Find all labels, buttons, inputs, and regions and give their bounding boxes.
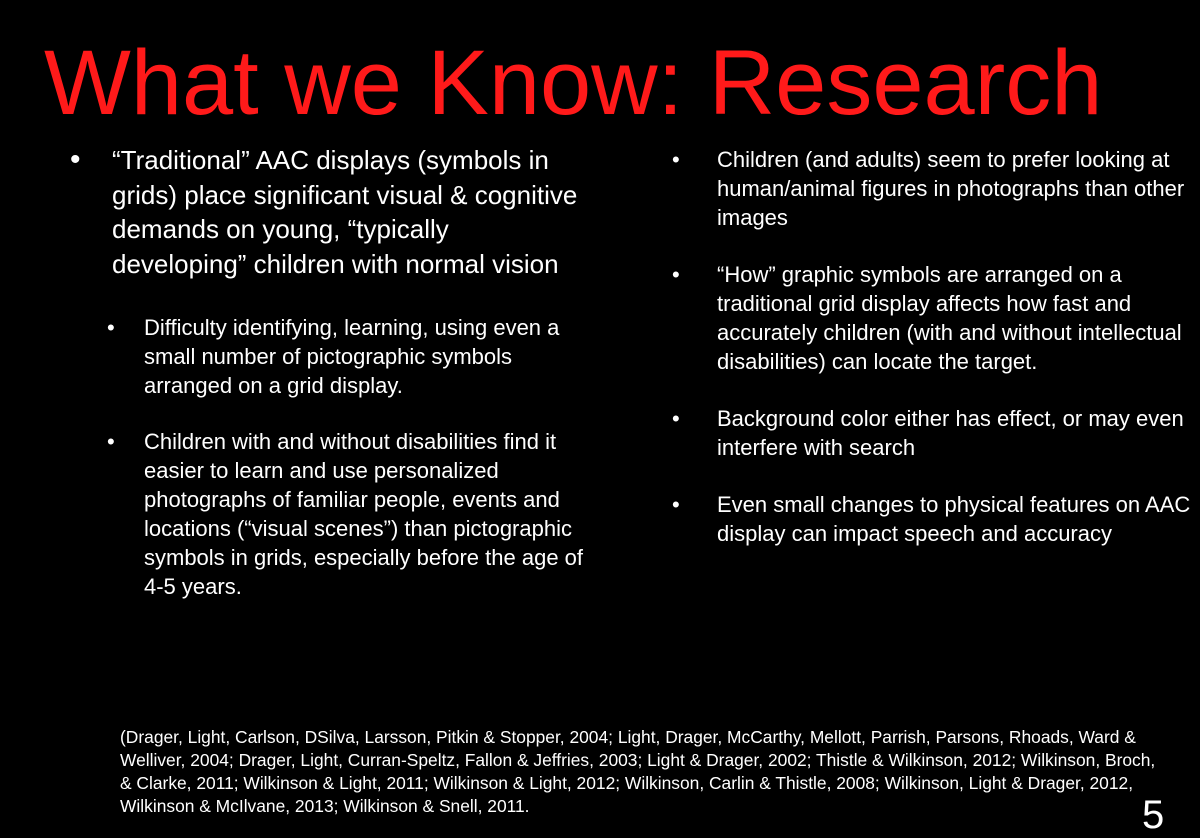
slide-title: What we Know: Research (44, 32, 1103, 134)
sub-bullet-item (107, 427, 590, 601)
bullet-text: Even small changes to physical features on AAC display can impact speech and accuracy (717, 492, 1191, 546)
bullet-text: Children (and adults) seem to prefer looking at human/animal figures in photographs than other images (717, 147, 1185, 230)
bullet-icon: • (70, 143, 81, 176)
bullet-item (672, 145, 1192, 232)
bullet-item (70, 143, 590, 281)
left-column (70, 143, 590, 601)
bullet-text: “How” graphic symbols are arranged on a traditional grid display affects how fast and accurately children (with and without intellectual disabilities) can locate the target. (717, 262, 1182, 374)
bullet-icon: • (672, 406, 680, 431)
bullet-icon: • (672, 147, 680, 172)
bullet-item (672, 260, 1192, 376)
bullet-icon: • (672, 492, 680, 517)
bullet-item (672, 404, 1192, 462)
bullet-item (672, 490, 1192, 548)
sub-bullet-text: Children with and without disabilities find it easier to learn and use personalized photographs of familiar people, events and locations (“visual scenes”) than pictographic symbols in grids, especially before the age of 4-5 years. (144, 429, 584, 599)
page-number: 5 (1142, 793, 1165, 837)
bullet-icon: • (107, 315, 115, 340)
bullet-icon: • (107, 429, 115, 454)
right-column (672, 145, 1192, 576)
bullet-text: Background color either has effect, or may even interfere with search (717, 406, 1184, 460)
sub-bullet-item (107, 313, 590, 400)
sub-bullet-text: Difficulty identifying, learning, using even a small number of pictographic symbols arranged on a grid display. (144, 315, 560, 398)
bullet-text: “Traditional” AAC displays (symbols in grids) place significant visual & cognitive demands on young, “typically developing” children with normal vision (112, 145, 578, 279)
bullet-icon: • (672, 262, 680, 287)
citation-text: (Drager, Light, Carlson, DSilva, Larsson, Pitkin & Stopper, 2004; Light, Drager, McCarthy, Mellott, Parrish, Parsons, Rhoads, Ward & Welliver, 2004; Drager, Light, Curran-Speltz, Fallon & Jeffries, 2003; Light & Drager, 2002; Thistle & Wilkinson, 2012; Wilkinson, Broch, & Clarke, 2011; Wilkinson & Light, 2011; Wilkinson & Light, 2012; Wilkinson, Carlin & Thistle, 2008; Wilkinson, Light & Drager, 2012, Wilkinson & McIlvane, 2013; Wilkinson & Snell, 2011. (120, 727, 1156, 816)
